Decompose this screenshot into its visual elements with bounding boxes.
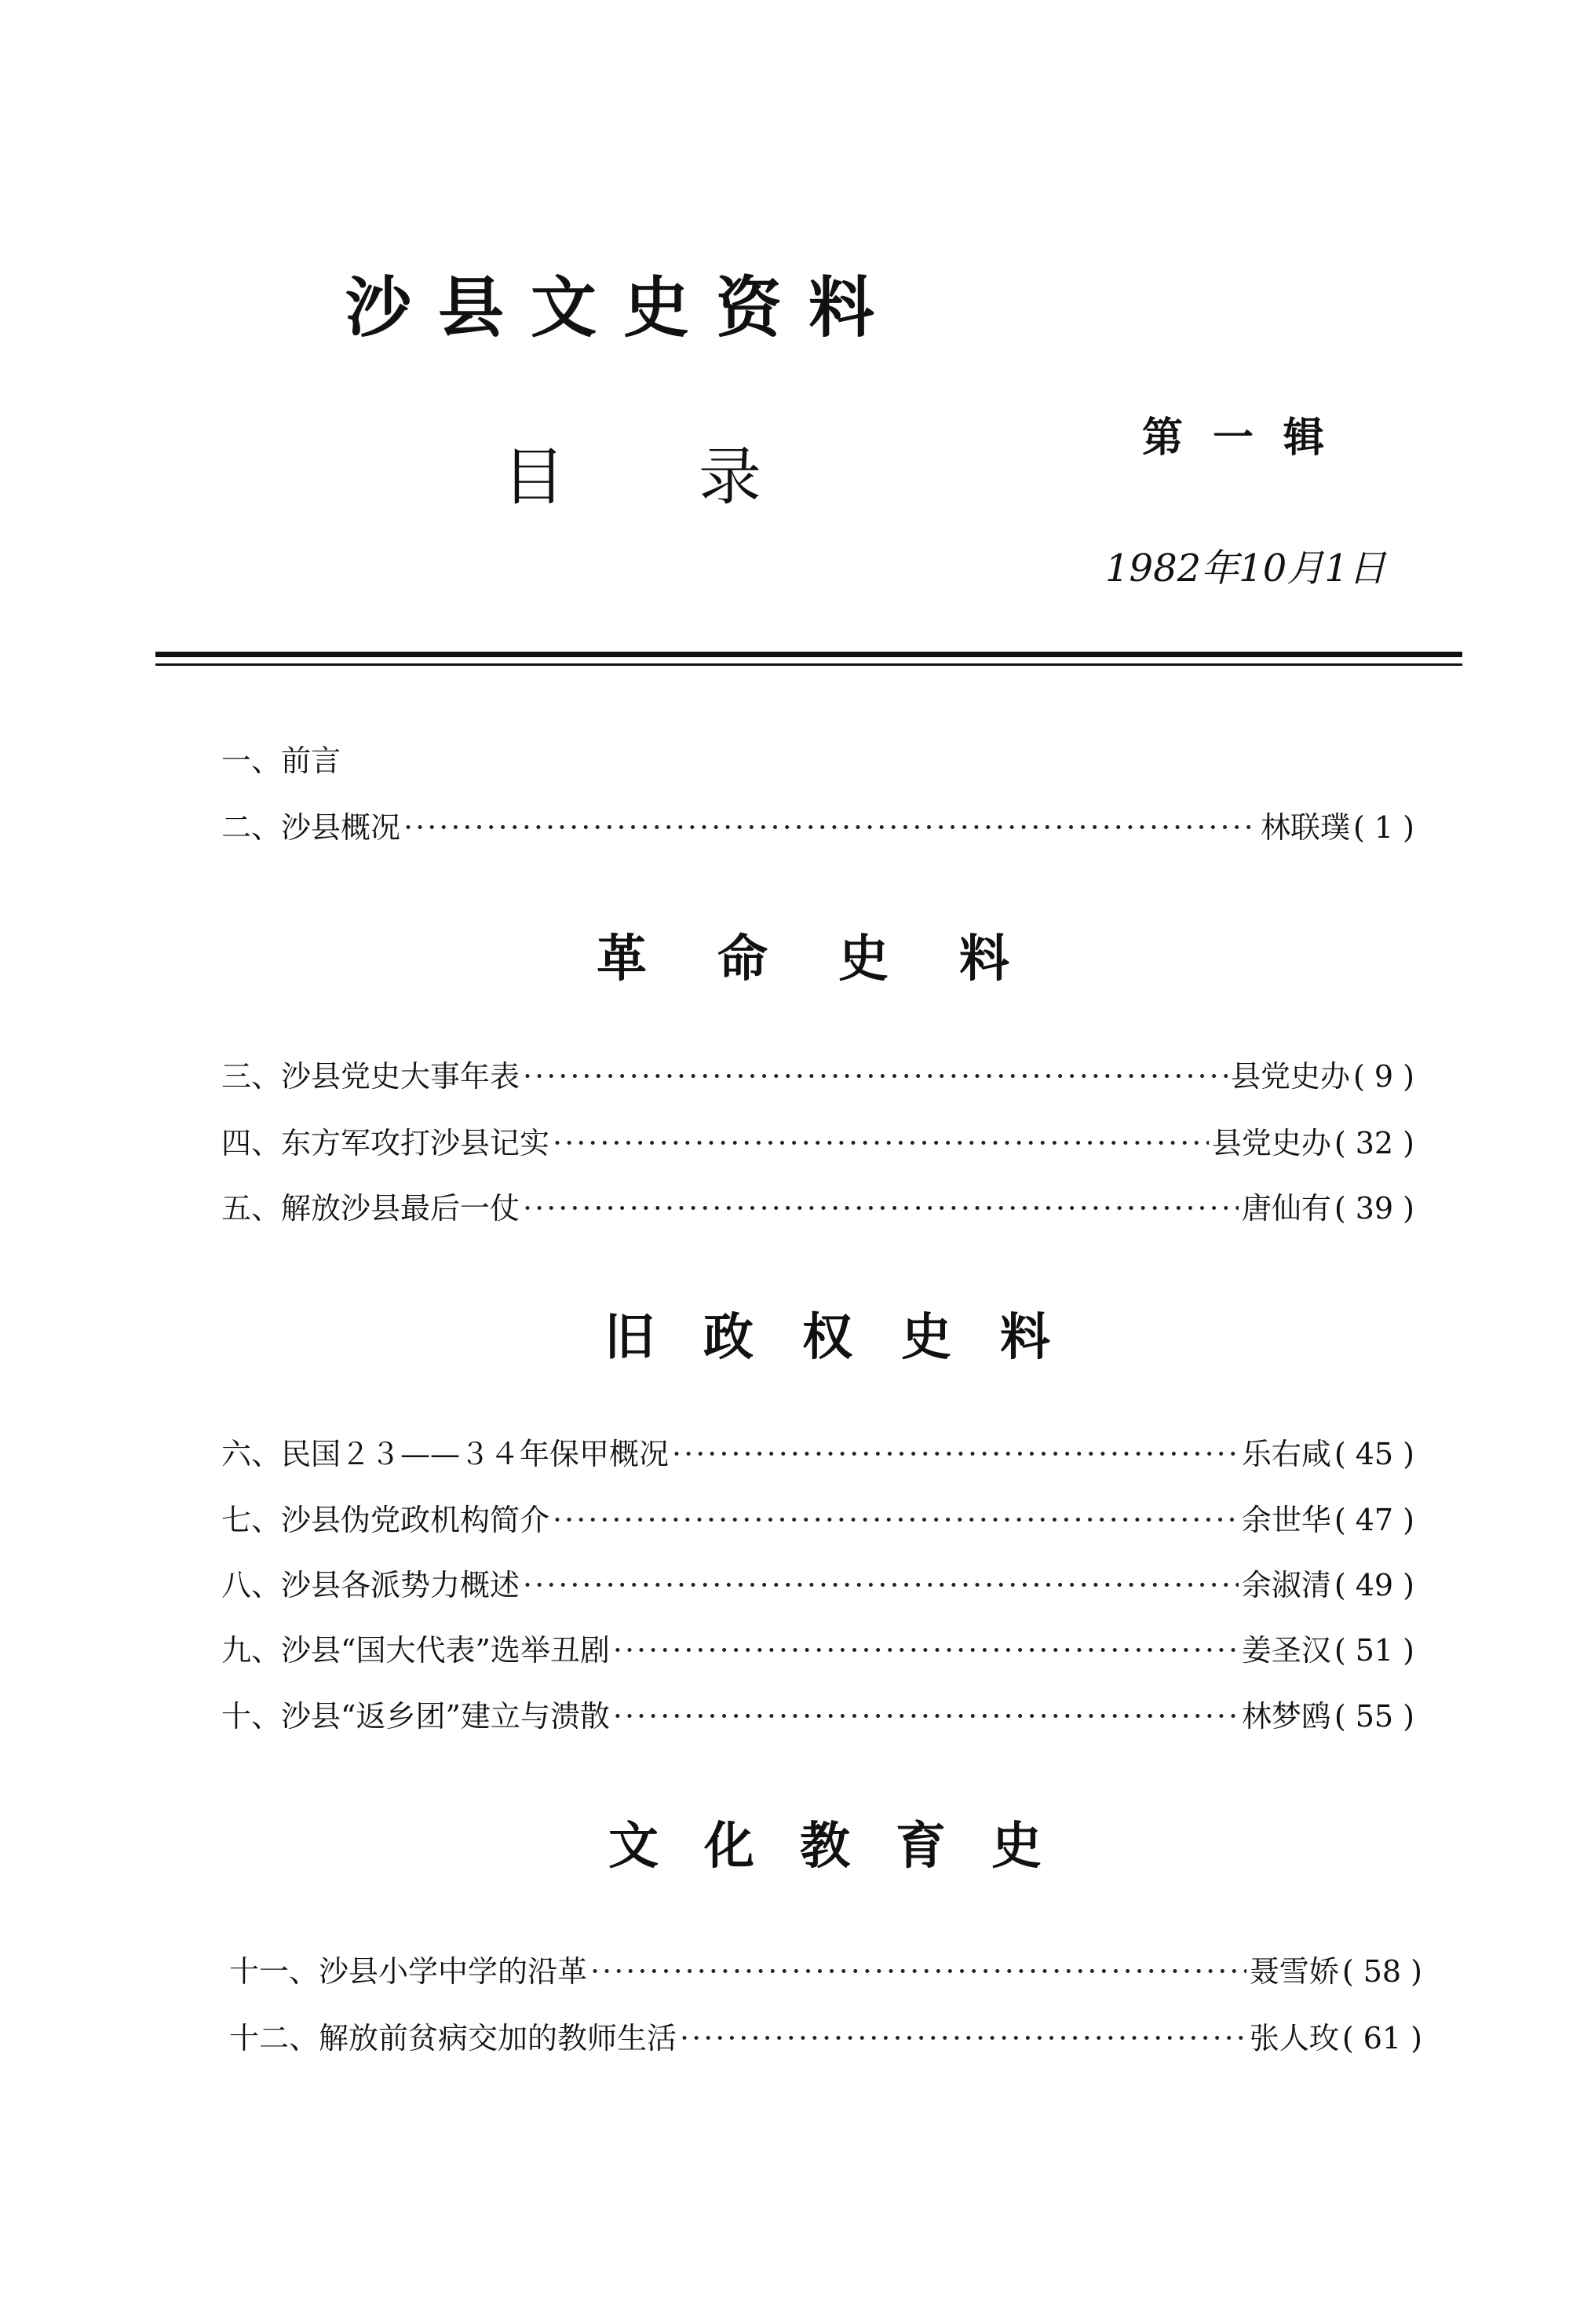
toc-entry-page: ( 61 )	[1341, 2021, 1422, 2055]
dot-leader	[590, 1953, 1246, 1990]
toc-entry-title: 沙县“返乡团”建立与溃散	[281, 1699, 610, 1734]
dot-leader	[680, 2019, 1246, 2057]
toc-entry-page: ( 32 )	[1334, 1126, 1414, 1160]
toc-entry-number: 七、	[221, 1503, 282, 1537]
toc-entry-title: 沙县伪党政机构简介	[281, 1503, 550, 1537]
toc-entry	[221, 1697, 1414, 1735]
toc-entry-page: ( 9 )	[1353, 1059, 1414, 1094]
header-rule-thick	[155, 652, 1462, 657]
toc-entry-page: ( 47 )	[1334, 1503, 1414, 1537]
toc-entry-number: 十、	[221, 1699, 282, 1734]
toc-entry-author: 张人玫	[1249, 2021, 1339, 2055]
toc-entry-title: 沙县小学中学的沿革	[319, 1954, 588, 1989]
toc-entry	[221, 1435, 1414, 1473]
toc-entry	[221, 809, 1414, 846]
toc-entry	[229, 2019, 1422, 2057]
toc-entry	[221, 1124, 1414, 1162]
toc-entry	[221, 1058, 1414, 1095]
section-heading-old-regime: 旧政权史料	[604, 1309, 1099, 1367]
toc-entry-number: 三、	[221, 1059, 282, 1094]
dot-leader	[672, 1435, 1239, 1473]
toc-entry-title: 沙县“国大代表”选举丑剧	[281, 1633, 610, 1668]
toc-entry-number: 二、	[221, 810, 282, 845]
dot-leader	[613, 1697, 1239, 1735]
toc-entry-page: ( 1 )	[1353, 810, 1414, 845]
toc-entry-number: 八、	[221, 1568, 282, 1602]
toc-entry-author: 林联璞	[1260, 810, 1350, 845]
toc-entry-page: ( 55 )	[1334, 1699, 1414, 1734]
toc-entry-page: ( 45 )	[1334, 1437, 1414, 1471]
section-heading-culture-education: 文化教育史	[608, 1818, 1087, 1876]
publication-date: 1982年10月1日	[1105, 546, 1386, 590]
toc-entry	[221, 1189, 1414, 1227]
toc-entry	[221, 1566, 1414, 1604]
toc-entry-number: 四、	[221, 1126, 282, 1160]
toc-entry-number: 六、	[221, 1437, 282, 1471]
dot-leader	[613, 1632, 1239, 1669]
toc-entry-page: ( 51 )	[1334, 1633, 1414, 1668]
dot-leader	[403, 809, 1257, 846]
toc-entry-title: 民国２３——３４年保甲概况	[281, 1437, 670, 1471]
toc-entry-author: 余世华	[1241, 1503, 1331, 1537]
contents-title: 目录	[502, 440, 895, 513]
toc-entry-page: ( 39 )	[1334, 1191, 1414, 1226]
toc-entry-page: ( 49 )	[1334, 1568, 1414, 1602]
toc-entry-title: 解放沙县最后一仗	[281, 1191, 520, 1226]
toc-entry	[229, 1953, 1422, 1990]
toc-entry-author: 林梦鸥	[1241, 1699, 1331, 1734]
toc-entry-author: 县党史办	[1230, 1059, 1350, 1094]
toc-entry-title: 沙县各派势力概述	[281, 1568, 520, 1602]
toc-entry-page: ( 58 )	[1341, 1954, 1422, 1989]
toc-entry-preface	[221, 742, 1414, 780]
toc-entry-number: 九、	[221, 1633, 282, 1668]
toc-entry-author: 聂雪娇	[1249, 1954, 1339, 1989]
dot-leader	[523, 1189, 1239, 1227]
dot-leader	[553, 1124, 1209, 1162]
dot-leader	[553, 1501, 1239, 1539]
toc-entry	[221, 1501, 1414, 1539]
toc-entry-title: 沙县党史大事年表	[281, 1059, 520, 1094]
toc-entry-number: 十二、	[229, 2021, 319, 2055]
publication-title: 沙县文史资料	[345, 269, 902, 346]
toc-entry-number: 五、	[221, 1191, 282, 1226]
toc-entry-number: 十一、	[229, 1954, 319, 1989]
toc-entry-author: 唐仙有	[1241, 1191, 1331, 1226]
toc-entry-title: 前言	[281, 744, 341, 778]
toc-entry-title: 东方军攻打沙县记实	[281, 1126, 550, 1160]
toc-entry-title: 沙县概况	[281, 810, 401, 845]
toc-entry-author: 姜圣汉	[1241, 1633, 1331, 1668]
toc-entry-title: 解放前贫病交加的教师生活	[319, 2021, 677, 2055]
dot-leader	[523, 1058, 1228, 1095]
toc-entry-author: 余淑清	[1241, 1568, 1331, 1602]
toc-entry-number: 一、	[221, 744, 282, 778]
toc-entry	[221, 1632, 1414, 1669]
toc-entry-author: 乐右咸	[1241, 1437, 1331, 1471]
section-heading-revolution: 革命史料	[597, 930, 1080, 988]
dot-leader	[523, 1566, 1239, 1604]
toc-entry-author: 县党史办	[1211, 1126, 1331, 1160]
issue-label: 第一辑	[1142, 415, 1355, 462]
header-rule-thin	[155, 663, 1462, 666]
